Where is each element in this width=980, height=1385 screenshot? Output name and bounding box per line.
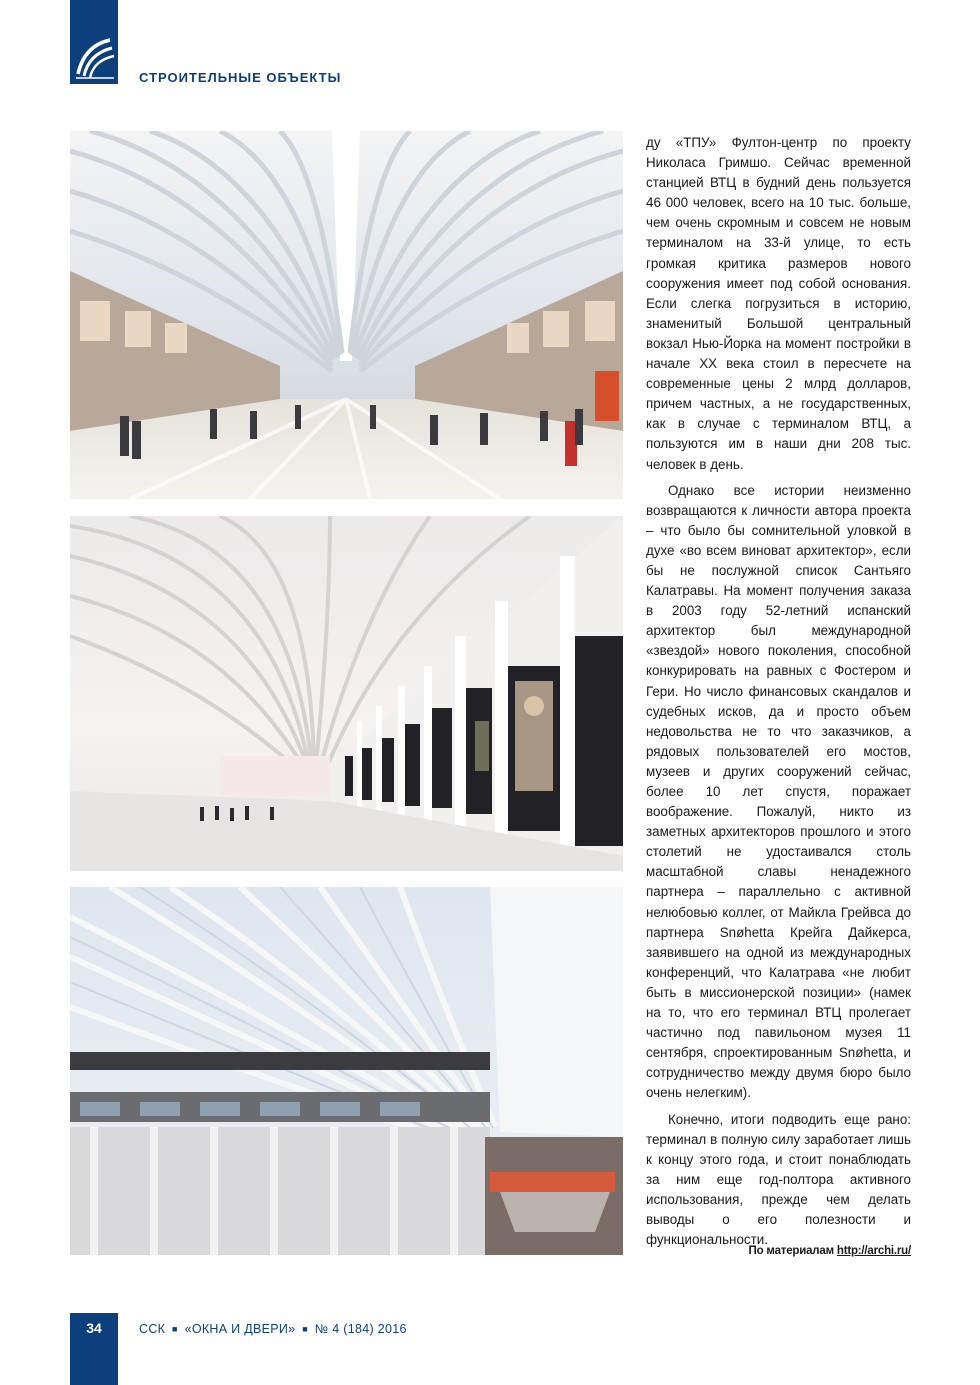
white-corridor-photo-icon bbox=[70, 516, 623, 871]
photo-oculus-main-hall bbox=[70, 131, 623, 499]
article-paragraph-1: ду «ТПУ» Фултон-центр по проекту Николаса Гримшо. Сейчас временной станцией ВТЦ в будний день пользуется 46 000 человек, всего на 10 тыс. больше, чем очень скромным и совсем не новым терминалом на 33-й улице, то есть громкая критика размеров нового сооружения имеет под собой основания. Если слегка погрузиться в историю, знаменитый Большой центральный вокзал Нью-Йорка на момент постройки в начале XX века стоил в пересчете на современные цены 2 млрд долларов, причем частных, а не государственных, как в случае с терминалом ВТЦ, а пользуются им в наши дни 208 тыс. человек в день. bbox=[646, 135, 911, 472]
source-prefix: По материалам bbox=[748, 1245, 837, 1257]
photo-oculus-ribs-construction bbox=[70, 887, 623, 1255]
page-number: 34 bbox=[86, 1320, 102, 1336]
article-text-column bbox=[646, 133, 911, 1256]
article-paragraph-3: Конечно, итоги подводить еще рано: терминал в полную силу заработает лишь к концу этого года, и стоит понаблюдать за ним еще год-полтора активного использования, прежде чем делать выводы о его полезности и функциональности. bbox=[646, 1111, 911, 1248]
source-credit bbox=[749, 1245, 911, 1257]
photo-white-corridor bbox=[70, 516, 623, 871]
footer-issue: № 4 (184) 2016 bbox=[314, 1322, 407, 1336]
source-link[interactable]: http://archi.ru/ bbox=[836, 1245, 911, 1257]
section-title: СТРОИТЕЛЬНЫЕ ОБЪЕКТЫ bbox=[139, 70, 342, 85]
page-number-block bbox=[70, 1313, 118, 1385]
header-logo-block bbox=[70, 0, 118, 84]
oculus-main-hall-photo-icon bbox=[70, 131, 623, 499]
footer-publication-info bbox=[139, 1322, 407, 1336]
footer-magazine: «ОКНА И ДВЕРИ» bbox=[184, 1322, 296, 1336]
footer-separator-1: ■ bbox=[172, 1324, 178, 1334]
article-paragraph-2: Однако все истории неизменно возвращаются к личности автора проекта – что было бы сомнительной уловкой в духе «во всем виноват архитектор», если бы не послужной список Сантьяго Калатравы. На момент получения заказа в 2003 году 52-летний испанский архитектор был международной «звездой» нового поколения, способной конкурировать на равных с Фостером и Гери. Но число финансовых скандалов и судебных исков, да и просто объем недовольства не то что заказчиков, а рядовых пользователей его мостов, музеев и других сооружений сейчас, более 10 лет спустя, поражает воображение. Пожалуй, никто из заметных архитекторов прошлого и этого столетий не удостаивался столь масштабной славы ненадежного партнера – параллельно с активной нелюбовью коллег, от Майкла Грейвса до партнера Snøhetta Крейга Дайкерса, заявившего на одной из международных конференций, что Калатрава «не любит быть в миссионерской позиции» (намек на то, что его терминал ВТЦ пролегает частично под павильоном музея 11 сентября, спроектированным Snøhetta, и сотрудничество между двумя бюро было очень нелегким). bbox=[646, 482, 911, 1101]
footer-publisher: ССК bbox=[139, 1322, 166, 1336]
oculus-ribs-photo-icon bbox=[70, 887, 623, 1255]
publisher-swoosh-logo-icon bbox=[72, 34, 116, 80]
footer-separator-2: ■ bbox=[302, 1324, 308, 1334]
